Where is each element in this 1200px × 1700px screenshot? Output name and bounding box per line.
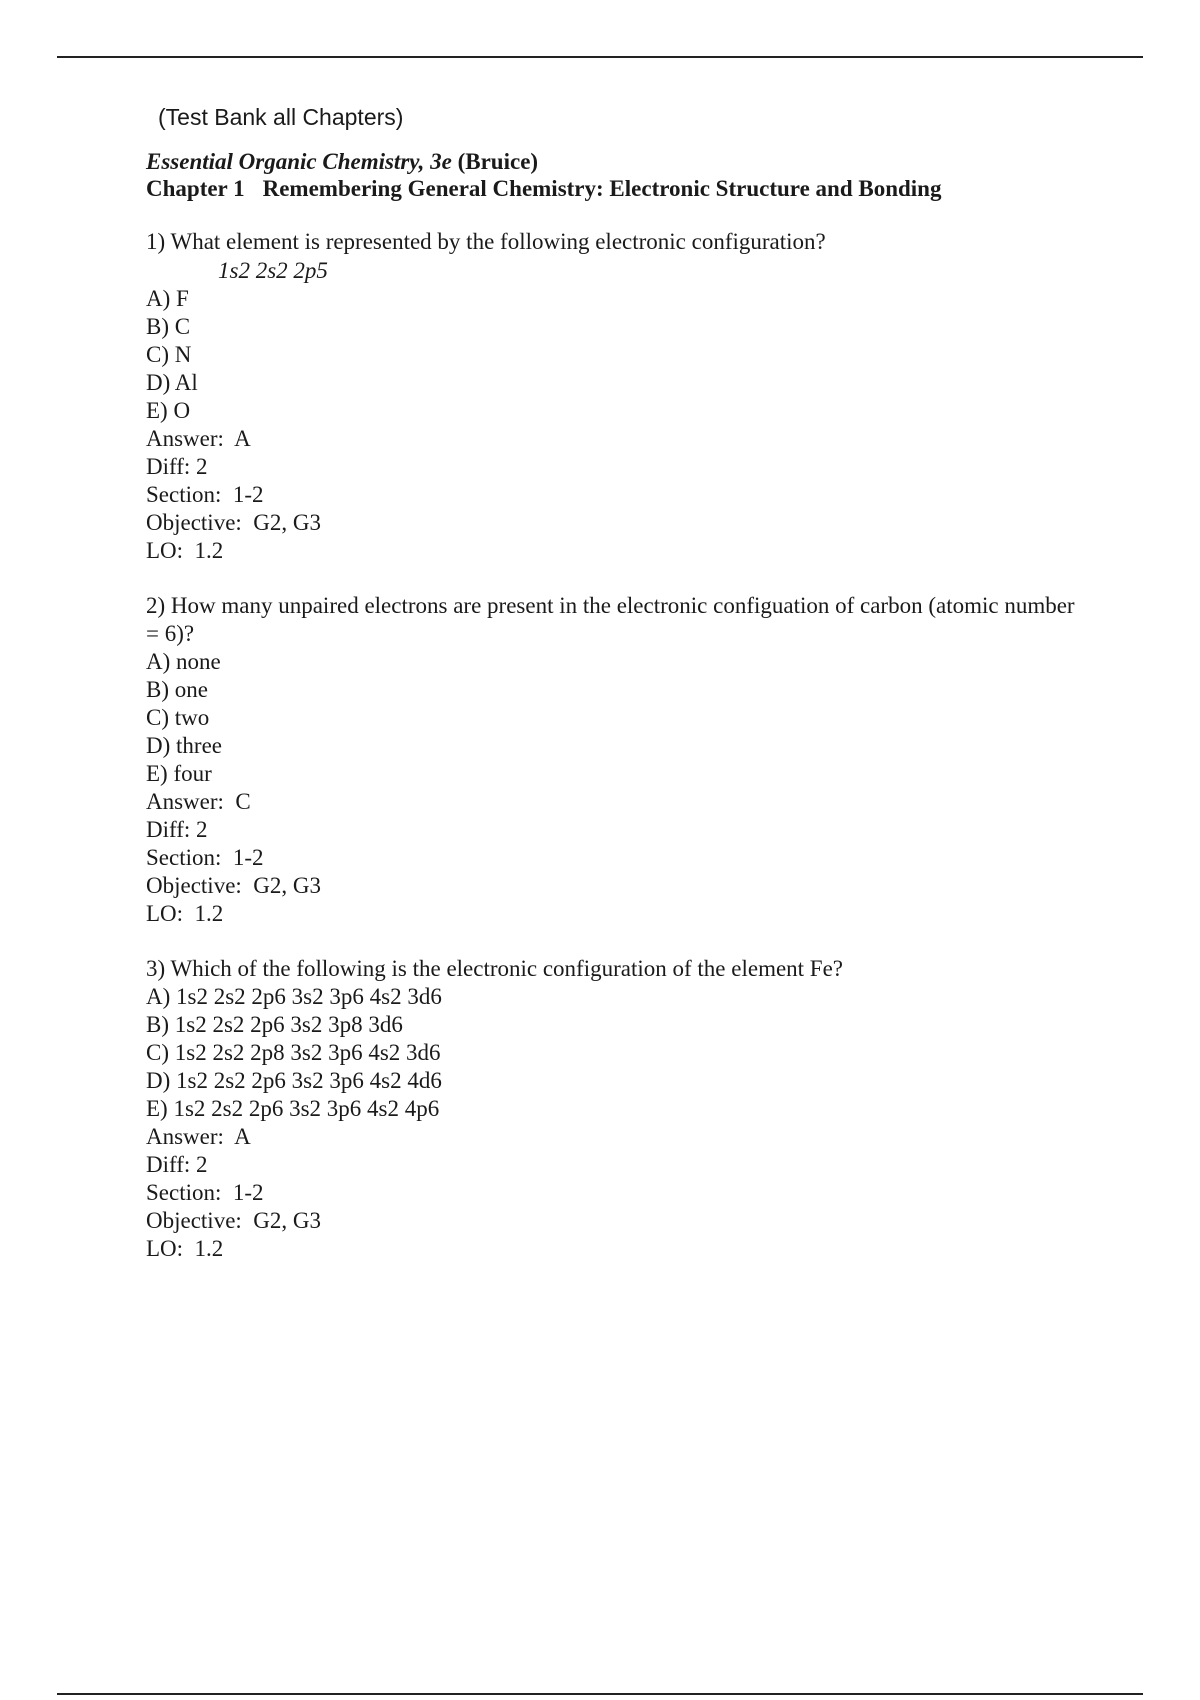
difficulty: Diff: 2 bbox=[146, 1152, 208, 1177]
chapter-title: Remembering General Chemistry: Electronic Structure and Bonding bbox=[262, 176, 942, 201]
choice-a: A) 1s2 2s2 2p6 3s2 3p6 4s2 3d6 bbox=[146, 984, 442, 1009]
choice-e: E) four bbox=[146, 761, 212, 786]
chapter-heading bbox=[146, 175, 1076, 202]
learning-objective: LO: 1.2 bbox=[146, 1236, 224, 1261]
choice-c: C) N bbox=[146, 342, 192, 367]
book-author: (Bruice) bbox=[457, 149, 539, 174]
objective: Objective: G2, G3 bbox=[146, 873, 322, 898]
book-title: Essential Organic Chemistry, 3e bbox=[146, 149, 452, 174]
choice-a: A) F bbox=[146, 286, 189, 311]
answer: Answer: C bbox=[146, 789, 251, 814]
learning-objective: LO: 1.2 bbox=[146, 901, 224, 926]
question-1 bbox=[146, 228, 1076, 565]
question-3 bbox=[146, 955, 1076, 1263]
answer: Answer: A bbox=[146, 1124, 251, 1149]
section: Section: 1-2 bbox=[146, 482, 264, 507]
choice-c: C) 1s2 2s2 2p8 3s2 3p6 4s2 3d6 bbox=[146, 1040, 441, 1065]
choice-a: A) none bbox=[146, 649, 221, 674]
top-rule bbox=[57, 56, 1143, 58]
chapter-number: Chapter 1 bbox=[146, 176, 245, 201]
question-text: 1) What element is represented by the following electronic configuration? bbox=[146, 229, 826, 254]
question-text: 3) Which of the following is the electronic configuration of the element Fe? bbox=[146, 956, 844, 981]
choice-b: B) one bbox=[146, 677, 208, 702]
choice-b: B) C bbox=[146, 314, 191, 339]
difficulty: Diff: 2 bbox=[146, 817, 208, 842]
choice-e: E) O bbox=[146, 398, 191, 423]
objective: Objective: G2, G3 bbox=[146, 510, 322, 535]
question-2 bbox=[146, 592, 1076, 928]
question-text: 2) How many unpaired electrons are present in the electronic configuation of carbon (atomic number = 6)? bbox=[146, 593, 1075, 646]
objective: Objective: G2, G3 bbox=[146, 1208, 322, 1233]
section: Section: 1-2 bbox=[146, 1180, 264, 1205]
learning-objective: LO: 1.2 bbox=[146, 538, 224, 563]
electron-configuration: 1s2 2s2 2p5 bbox=[218, 258, 328, 283]
choice-b: B) 1s2 2s2 2p6 3s2 3p8 3d6 bbox=[146, 1012, 403, 1037]
document-body bbox=[146, 102, 1076, 1290]
choice-e: E) 1s2 2s2 2p6 3s2 3p6 4s2 4p6 bbox=[146, 1096, 440, 1121]
choice-c: C) two bbox=[146, 705, 210, 730]
bottom-rule bbox=[57, 1693, 1143, 1695]
header-note: (Test Bank all Chapters) bbox=[158, 104, 404, 130]
choice-d: D) three bbox=[146, 733, 222, 758]
answer: Answer: A bbox=[146, 426, 251, 451]
choice-d: D) Al bbox=[146, 370, 198, 395]
difficulty: Diff: 2 bbox=[146, 454, 208, 479]
choice-d: D) 1s2 2s2 2p6 3s2 3p6 4s2 4d6 bbox=[146, 1068, 442, 1093]
section: Section: 1-2 bbox=[146, 845, 264, 870]
book-heading bbox=[146, 148, 1076, 175]
